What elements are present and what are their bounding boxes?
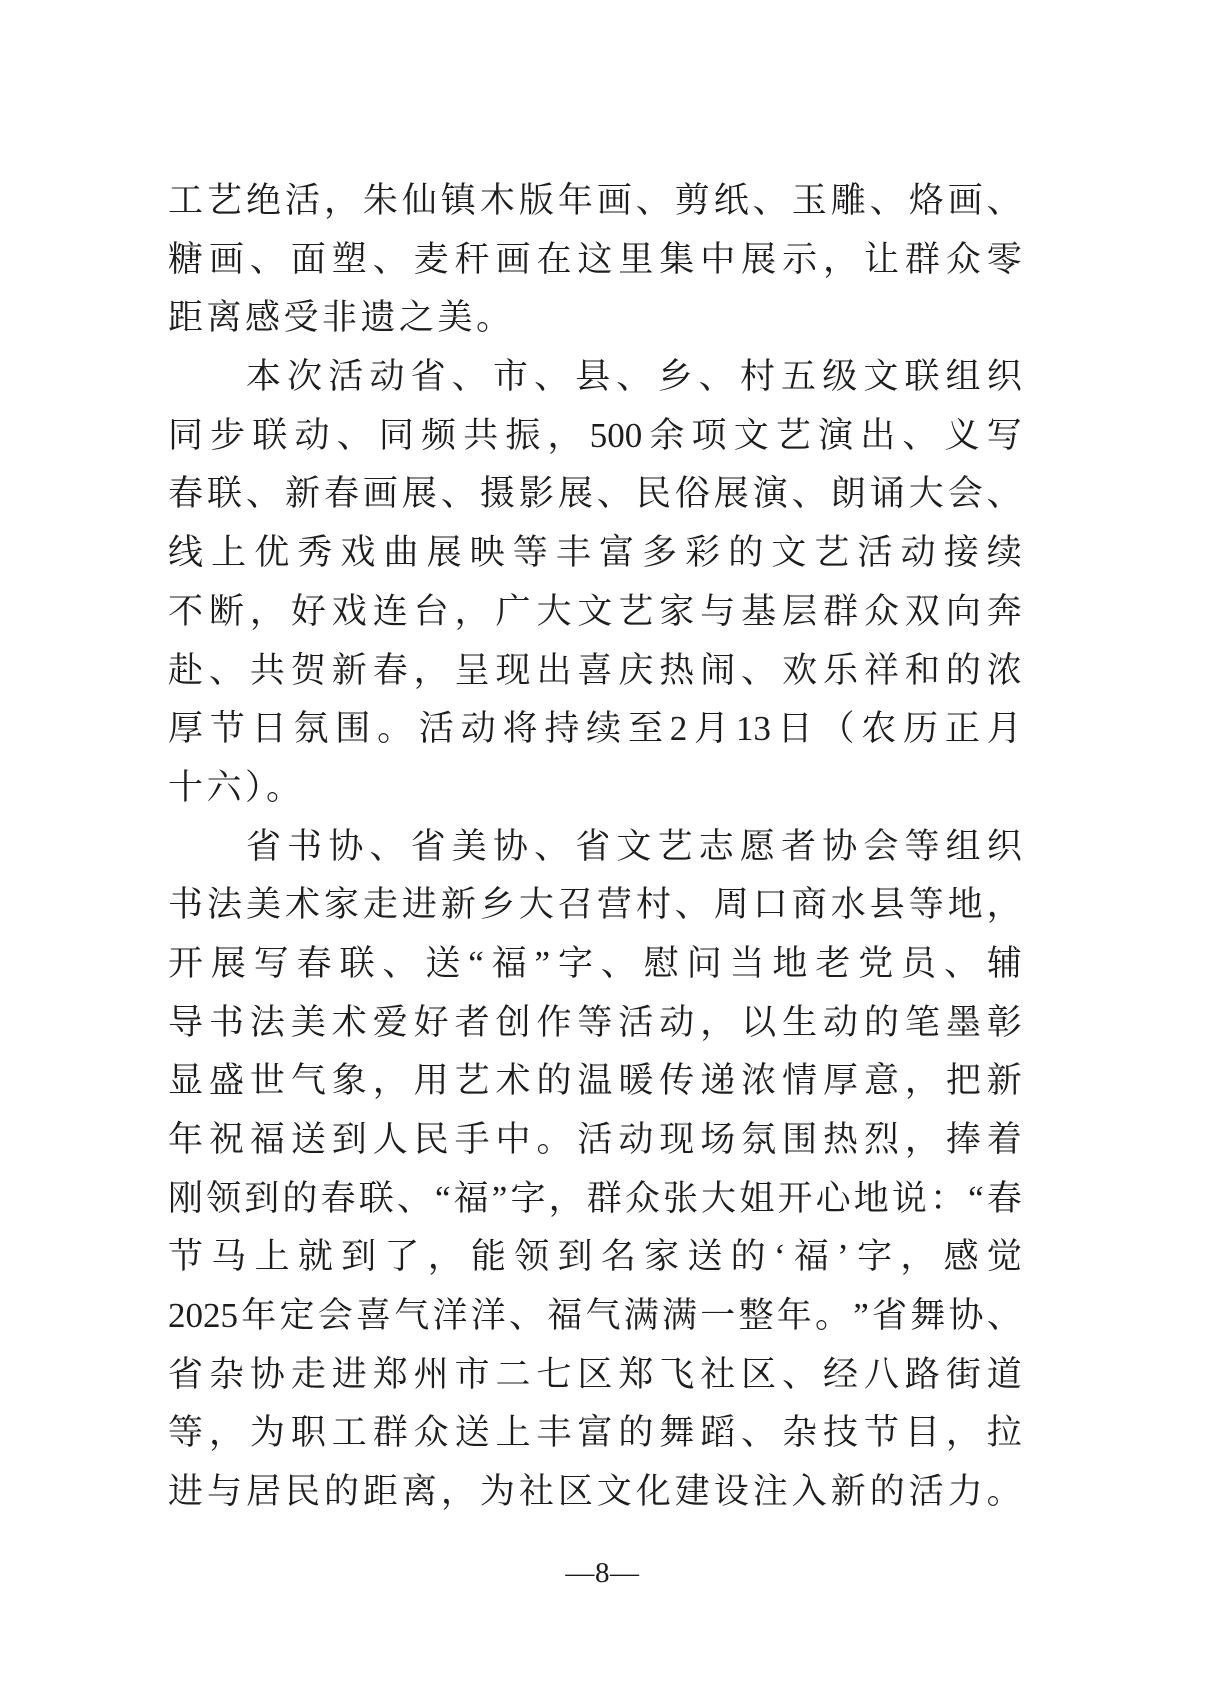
text-line: 等 ， 为 职 工 群 众 送 上 丰 富 的 舞 蹈 、 杂 技 节 目 ， 拉 [168,1413,1022,1453]
page-footer [0,1553,1205,1593]
page-number: —8— [565,1557,640,1589]
text-line: 导 书 法 美 术 爱 好 者 创 作 等 活 动 ， 以 生 动 的 笔 墨 彰 [168,1002,1022,1042]
text-line: 赴 、 共 贺 新 春 ， 呈 现 出 喜 庆 热 闹 、 欢 乐 祥 和 的 浓 [168,650,1022,690]
text-line: 省 杂 协 走 进 郑 州 市 二 七 区 郑 飞 社 区 、 经 八 路 街 道 [168,1354,1022,1394]
text-line: 刚 领 到 的 春 联 、 “ 福 ” 字 ， 群 众 张 大 姐 开 心 地 说 ： “ 春 [168,1178,1022,1218]
document-body [168,172,1022,1522]
text-line: 开 展 写 春 联 、 送 “ 福 ” 字 、 慰 问 当 地 老 党 员 、 辅 [168,943,1022,983]
text-line: 节 马 上 就 到 了 ， 能 领 到 名 家 送 的 ‘ 福 ’ 字 ， 感 觉 [168,1237,1022,1277]
text-line: 工 艺 绝 活 ， 朱 仙 镇 木 版 年 画 、 剪 纸 、 玉 雕 、 烙 画 、 [168,181,1022,220]
text-line: 十六）。 [168,767,305,807]
text-line: 距离感受非遗之美。 [168,298,515,338]
text-line: 2025 年 定 会 喜 气 洋 洋 、 福 气 满 满 一 整 年 。 ” 省 舞 协 、 [168,1296,1022,1336]
text-line: 线 上 优 秀 戏 曲 展 映 等 丰 富 多 彩 的 文 艺 活 动 接 续 [168,533,1022,573]
text-line: 省 书 协 、 省 美 协 、 省 文 艺 志 愿 者 协 会 等 组 织 [246,826,1022,866]
text-line: 厚 节 日 氛 围 。 活 动 将 持 续 至 2 月 13 日 （ 农 历 正 月 [168,709,1022,749]
text-line: 糖 画 、 面 塑 、 麦 秆 画 在 这 里 集 中 展 示 ， 让 群 众 零 [168,239,1022,279]
text-line: 年 祝 福 送 到 人 民 手 中 。 活 动 现 场 氛 围 热 烈 ， 捧 着 [168,1120,1022,1159]
text-line: 不 断 ， 好 戏 连 台 ， 广 大 文 艺 家 与 基 层 群 众 双 向 奔 [168,591,1022,631]
text-line: 本 次 活 动 省 、 市 、 县 、 乡 、 村 五 级 文 联 组 织 [246,357,1022,397]
text-line: 春 联 、 新 春 画 展 、 摄 影 展 、 民 俗 展 演 、 朗 诵 大 会 、 [168,474,1022,514]
text-line: 同 步 联 动 、 同 频 共 振 ， 500 余 项 文 艺 演 出 、 义 写 [168,415,1022,455]
text-line: 显 盛 世 气 象 ， 用 艺 术 的 温 暖 传 递 浓 情 厚 意 ， 把 新 [168,1061,1022,1101]
text-line: 进 与 居 民 的 距 离 ， 为 社 区 文 化 建 设 注 入 新 的 活 力 。 [168,1472,1022,1512]
text-line: 书 法 美 术 家 走 进 新 乡 大 召 营 村 、 周 口 商 水 县 等 地 ， [168,885,1022,925]
